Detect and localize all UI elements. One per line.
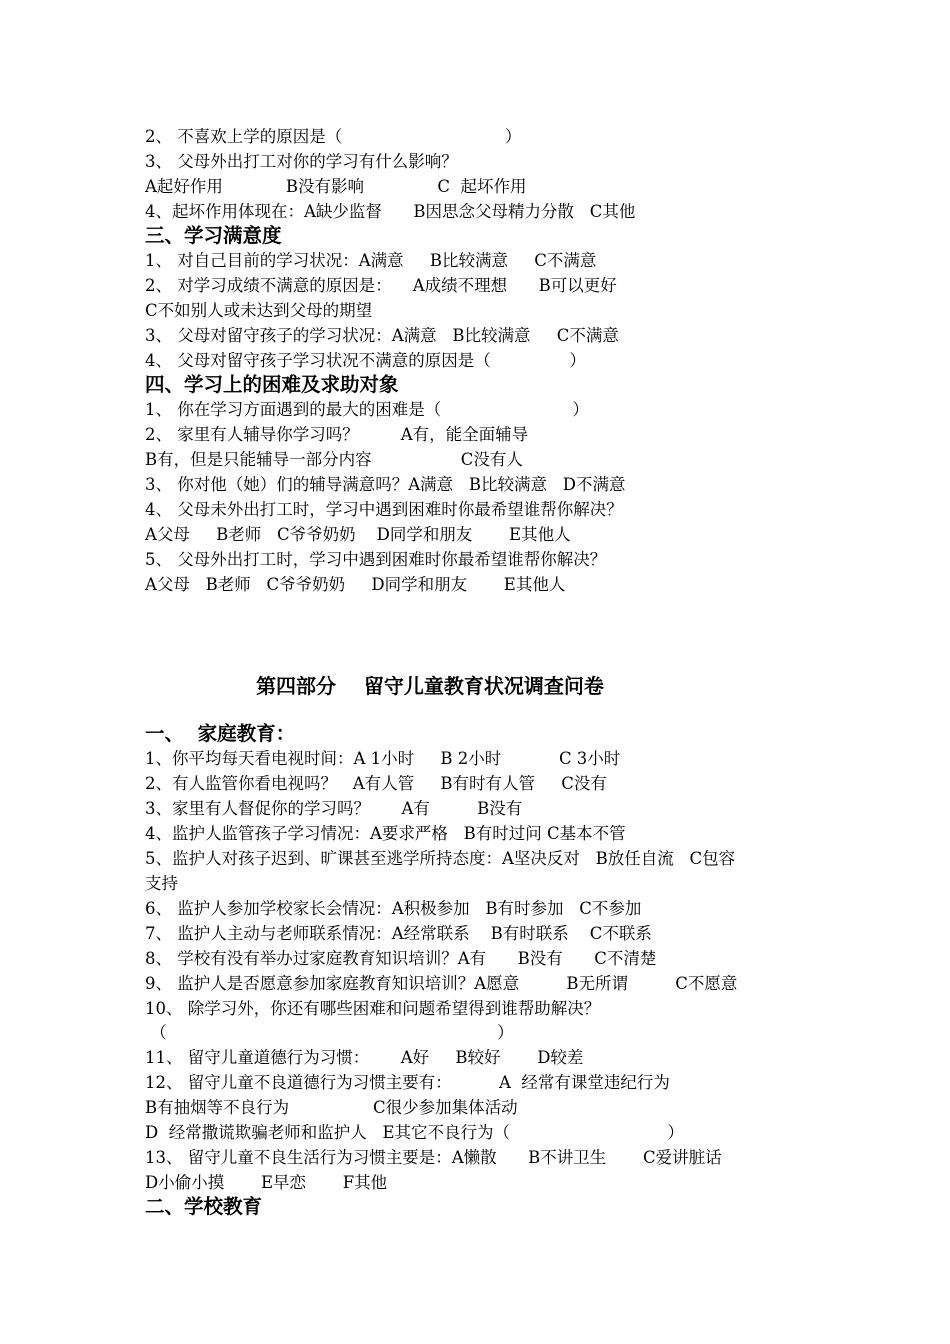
question-line: 4、 父母未外出打工时，学习中遇到困难时你最希望谁帮你解决？ <box>145 500 623 519</box>
question-line: 13、 留守儿童不良生活行为习惯主要是：A懒散 B不讲卫生 C爱讲脏话 <box>145 1148 722 1167</box>
options-line: D 经常撒谎欺骗老师和监护人 E其它不良行为（ ） <box>145 1123 684 1142</box>
question-line: 12、 留守儿童不良道德行为习惯主要有： A 经常有课堂违纪行为 <box>145 1073 670 1092</box>
section-heading-family-education: 一、 家庭教育： <box>145 722 296 745</box>
question-line: 1、你平均每天看电视时间：A 1小时 B 2小时 C 3小时 <box>145 749 621 768</box>
question-line: 2、 对学习成绩不满意的原因是： A成绩不理想 B可以更好 <box>145 276 617 295</box>
question-line: 3、家里有人督促你的学习吗？ A有 B没有 <box>145 799 523 818</box>
options-line: C不如别人或未达到父母的期望 <box>145 301 373 320</box>
options-line: A起好作用 B没有影响 C 起坏作用 <box>145 177 527 196</box>
question-line: 4、 父母对留守孩子学习状况不满意的原因是（ ） <box>145 351 586 370</box>
question-line: 8、 学校有没有举办过家庭教育知识培训？A有 B没有 C不清楚 <box>145 949 657 968</box>
options-line: D小偷小摸 E早恋 F其他 <box>145 1173 388 1192</box>
question-line: 3、 你对他（她）们的辅导满意吗？A满意 B比较满意 D不满意 <box>145 475 626 494</box>
options-line: A父母 B老师 C爷爷奶奶 D同学和朋友 E其他人 <box>145 575 566 594</box>
question-line: 10、 除学习外，你还有哪些困难和问题希望得到谁帮助解决？ <box>145 999 601 1018</box>
section-heading-difficulties: 四、学习上的困难及求助对象 <box>145 373 399 396</box>
options-line: B有，但是只能辅导一部分内容 C没有人 <box>145 450 523 469</box>
question-line: 3、 父母外出打工对你的学习有什么影响？ <box>145 152 458 171</box>
question-line: 7、 监护人主动与老师联系情况：A经常联系 B有时联系 C不联系 <box>145 924 652 943</box>
question-line: 6、 监护人参加学校家长会情况：A积极参加 B有时参加 C不参加 <box>145 899 642 918</box>
question-line: 1、 对自己目前的学习状况：A满意 B比较满意 C不满意 <box>145 251 597 270</box>
question-line: 4、起坏作用体现在：A缺少监督 B因思念父母精力分散 C其他 <box>145 202 636 221</box>
question-line: 2、 家里有人辅导你学习吗？ A有，能全面辅导 <box>145 425 529 444</box>
part-title: 第四部分 留守儿童教育状况调查问卷 <box>256 674 604 698</box>
section-heading-school-education: 二、学校教育 <box>145 1195 263 1218</box>
question-line: 5、监护人对孩子迟到、旷课甚至逃学所持态度：A坚决反对 B放任自流 C包容 <box>145 849 736 868</box>
answer-blank-line: （ ） <box>145 1023 514 1042</box>
question-line: 9、 监护人是否愿意参加家庭教育知识培训？A愿意 B无所谓 C不愿意 <box>145 974 738 993</box>
options-line: A父母 B老师 C爷爷奶奶 D同学和朋友 E其他人 <box>145 525 571 544</box>
question-line: 4、监护人监管孩子学习情况：A要求严格 B有时过问 C基本不管 <box>145 824 626 843</box>
question-line: 3、 父母对留守孩子的学习状况：A满意 B比较满意 C不满意 <box>145 326 619 345</box>
question-line: 5、 父母外出打工时，学习中遇到困难时你最希望谁帮你解决？ <box>145 550 607 569</box>
options-line: B有抽烟等不良行为 C很少参加集体活动 <box>145 1098 518 1117</box>
question-line-continuation: 支持 <box>145 874 178 893</box>
section-heading-satisfaction: 三、学习满意度 <box>145 224 282 247</box>
question-line: 2、 不喜欢上学的原因是（ ） <box>145 127 522 146</box>
question-line: 11、 留守儿童道德行为习惯： A好 B较好 D较差 <box>145 1048 584 1067</box>
question-line: 2、有人监管你看电视吗？ A有人管 B有时有人管 C没有 <box>145 774 607 793</box>
question-line: 1、 你在学习方面遇到的最大的困难是（ ） <box>145 400 589 419</box>
